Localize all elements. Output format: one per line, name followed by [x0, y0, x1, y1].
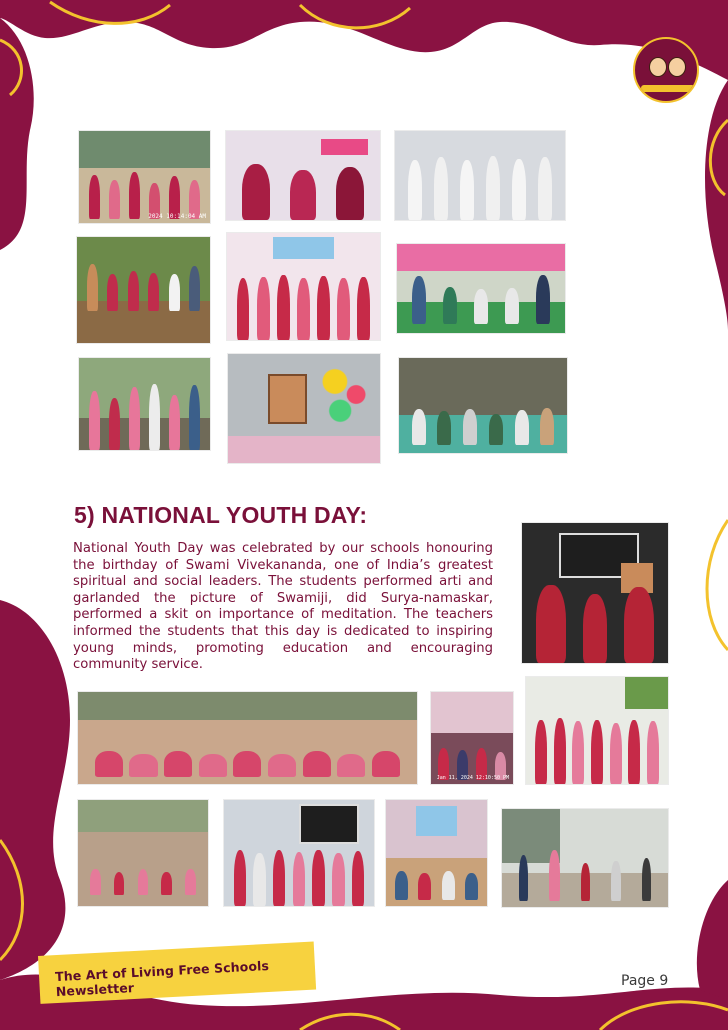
photo-yoga-in-courtyard — [78, 800, 208, 906]
children-faces-icon — [649, 53, 687, 83]
photo-students-with-board — [224, 800, 374, 906]
photo-classroom-prayer — [386, 800, 487, 906]
photo-students-with-certificates — [227, 233, 380, 340]
photo-stage-event — [397, 244, 565, 333]
photo-garlanding-swamiji-picture — [522, 523, 668, 663]
photo-students-in-white-uniform — [395, 131, 565, 220]
photo-timestamp: 2024 10:14:04 AM — [148, 213, 206, 220]
photo-seated-assembly — [399, 358, 567, 453]
logo-ribbon — [641, 85, 695, 92]
photo-school-yard-assembly — [502, 809, 668, 907]
photo-surya-namaskar-outdoor — [78, 692, 417, 784]
newsletter-title: The Art of Living Free Schools Newsletter — [54, 957, 270, 1000]
photo-students-standing-line — [526, 677, 668, 784]
photo-portrait-with-balloons — [228, 354, 380, 463]
page-number: Page 9 — [621, 973, 669, 989]
photo-birthday-celebration — [226, 131, 380, 220]
section-heading: 5) NATIONAL YOUTH DAY: — [74, 502, 368, 528]
section-body-text: National Youth Day was celebrated by our schools honouring the birthday of Swami Vivekananda, one of India’s greatest spiritual and social leaders. The students performed arti and garlanded the picture of Swamiji, did Surya-namaskar, performed a skit on importance of meditation. The teachers informed the students that this day is dedicated to inspiring young minds, promoting education and encouraging community service. — [73, 541, 493, 673]
photo-children-in-pink — [79, 358, 210, 450]
photo-outdoor-gathering — [77, 237, 210, 343]
photo-timestamp: Jan 11, 2024 12:10:50 PM — [436, 775, 509, 781]
photo-indoor-meditation — [431, 692, 513, 784]
photo-classroom-children — [79, 131, 210, 223]
art-of-living-logo — [633, 37, 699, 103]
